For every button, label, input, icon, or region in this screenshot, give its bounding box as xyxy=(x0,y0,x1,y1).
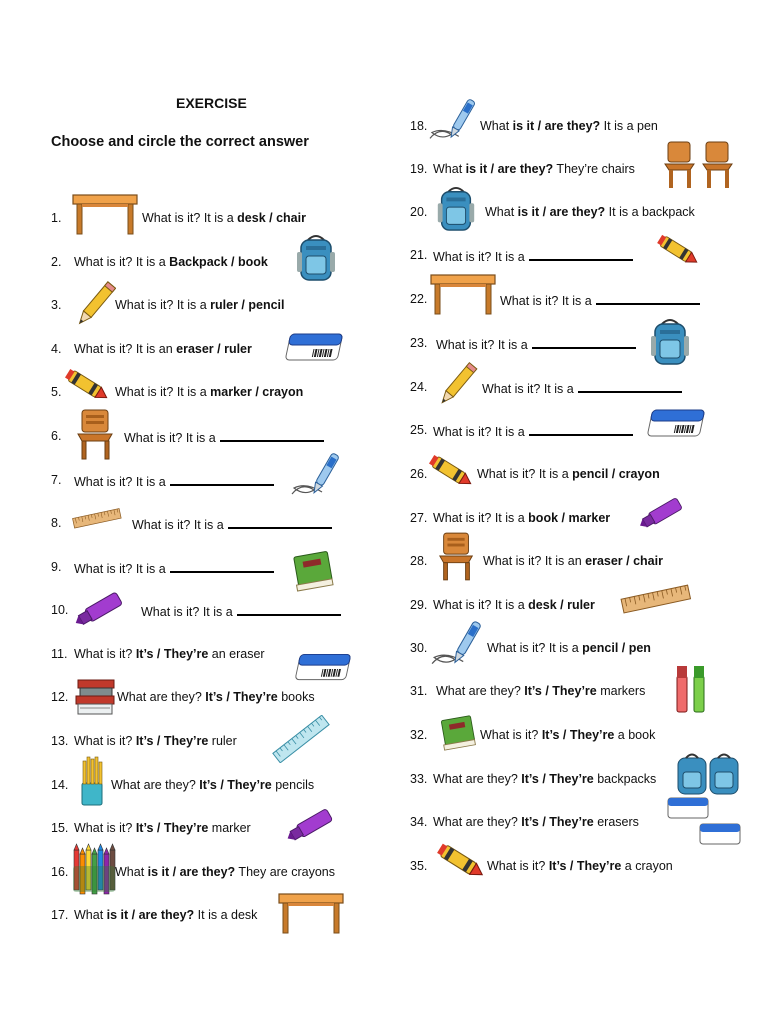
marker-icon xyxy=(284,804,338,846)
item-number: 3. xyxy=(51,298,62,312)
question-part: What is it? It is a xyxy=(124,431,216,445)
backpack-icon xyxy=(650,318,690,366)
crayon-icon xyxy=(428,452,476,492)
item-number: 10. xyxy=(51,603,69,617)
question-part: markers xyxy=(596,684,646,698)
question-part: What xyxy=(485,205,518,219)
answer-choice[interactable]: It’s / They’re xyxy=(135,647,209,661)
question-part: It is a backpack xyxy=(605,205,695,219)
question-part: books xyxy=(277,690,315,704)
answer-blank[interactable] xyxy=(596,291,700,305)
answer-choice[interactable]: marker / crayon xyxy=(210,385,304,399)
answer-choice[interactable]: desk / ruler xyxy=(528,598,595,612)
question-text xyxy=(142,210,306,226)
pencils-icon xyxy=(78,755,106,807)
question-part: marker xyxy=(208,821,251,835)
item-number: 20. xyxy=(410,205,428,219)
item-number: 16. xyxy=(51,865,69,879)
question-text xyxy=(141,602,341,620)
question-text xyxy=(433,161,635,177)
question-text xyxy=(111,777,314,793)
answer-choice[interactable]: book / marker xyxy=(528,511,611,525)
question-part: What is it? It is a xyxy=(487,641,583,655)
question-text xyxy=(74,646,265,662)
instruction: Choose and circle the correct answer xyxy=(51,134,309,150)
answer-choice[interactable]: desk / chair xyxy=(237,211,306,225)
question-part: What xyxy=(480,119,513,133)
answer-blank[interactable] xyxy=(529,247,633,261)
answer-blank[interactable] xyxy=(228,515,332,529)
question-text xyxy=(74,472,274,490)
question-text xyxy=(74,907,257,923)
eraser-icon xyxy=(292,644,354,692)
eraser-icon xyxy=(644,404,708,444)
item-number: 35. xyxy=(410,859,428,873)
question-part: What is it? It is a xyxy=(433,598,529,612)
question-text xyxy=(74,733,237,749)
item-number: 22. xyxy=(410,292,428,306)
answer-choice[interactable]: eraser / ruler xyxy=(176,342,252,356)
question-text xyxy=(483,553,663,569)
question-part: What is it? It is a xyxy=(500,294,592,308)
question-part: What xyxy=(74,908,107,922)
answer-choice[interactable]: is it / are they? xyxy=(512,119,601,133)
desk-icon xyxy=(278,890,344,936)
pen-icon xyxy=(428,98,478,146)
pencil-icon xyxy=(436,360,478,410)
answer-choice[interactable]: It’s / They’re xyxy=(541,728,615,742)
question-part: a crayon xyxy=(621,859,673,873)
question-part: What is it? It is an xyxy=(74,342,177,356)
question-text xyxy=(132,515,332,533)
question-part: erasers xyxy=(593,815,639,829)
question-part: an eraser xyxy=(208,647,265,661)
answer-choice[interactable]: It’s / They’re xyxy=(205,690,278,704)
item-number: 9. xyxy=(51,560,62,574)
answer-choice[interactable]: is it / are they? xyxy=(147,865,236,879)
question-text xyxy=(74,820,251,836)
crayons-icon xyxy=(72,842,116,896)
chair-icon xyxy=(74,408,118,460)
answer-choice[interactable]: pencil / crayon xyxy=(572,467,660,481)
ruler-icon xyxy=(66,505,128,533)
answer-choice[interactable]: It’s / They’re xyxy=(521,772,594,786)
answer-blank[interactable] xyxy=(532,335,636,349)
question-part: What is it? xyxy=(74,647,136,661)
question-text xyxy=(115,297,285,313)
item-number: 26. xyxy=(410,467,428,481)
question-text xyxy=(74,559,274,577)
item-number: 34. xyxy=(410,815,428,829)
question-text xyxy=(433,247,633,265)
question-part: What is it? It is a xyxy=(74,255,170,269)
markers-icon xyxy=(674,662,708,714)
answer-choice[interactable]: eraser / chair xyxy=(585,554,663,568)
question-part: ruler xyxy=(208,734,237,748)
item-number: 29. xyxy=(410,598,428,612)
item-number: 15. xyxy=(51,821,69,835)
item-number: 33. xyxy=(410,772,428,786)
item-number: 17. xyxy=(51,908,69,922)
question-part: What is it? It is a xyxy=(74,562,166,576)
page-title: EXERCISE xyxy=(176,95,247,111)
question-part: What is it? It is a xyxy=(74,475,166,489)
question-text xyxy=(487,858,673,874)
item-number: 30. xyxy=(410,641,428,655)
pen-icon xyxy=(290,452,342,502)
item-number: 11. xyxy=(51,647,68,661)
question-text xyxy=(115,384,303,400)
backpack-icon xyxy=(296,234,336,282)
question-text xyxy=(477,466,660,482)
question-part: What is it? It is a xyxy=(433,511,529,525)
question-part: What is it? It is a xyxy=(433,425,525,439)
question-part: What xyxy=(115,865,148,879)
question-part: What are they? xyxy=(433,815,522,829)
item-number: 21. xyxy=(410,248,428,262)
marker-icon xyxy=(72,588,128,630)
question-text xyxy=(482,379,682,397)
erasers-icon xyxy=(666,796,742,848)
ruler2-icon xyxy=(270,715,332,763)
question-part: What is it? It is a xyxy=(115,385,211,399)
answer-blank[interactable] xyxy=(578,379,682,393)
backpack-icon xyxy=(434,186,478,232)
question-part: backpacks xyxy=(593,772,657,786)
item-number: 18. xyxy=(410,119,428,133)
item-number: 23. xyxy=(410,336,428,350)
marker-icon xyxy=(632,494,692,532)
crayon-icon xyxy=(64,366,112,406)
answer-choice[interactable]: is it / are they? xyxy=(465,162,554,176)
question-part: What is it? xyxy=(74,734,136,748)
question-part: What is it? It is a xyxy=(141,605,233,619)
item-number: 2. xyxy=(51,255,62,269)
answer-choice[interactable]: pencil / pen xyxy=(582,641,651,655)
backpacks-icon xyxy=(676,752,740,796)
answer-choice[interactable]: It’s / They’re xyxy=(135,821,209,835)
question-text xyxy=(487,640,651,656)
item-number: 12. xyxy=(51,690,69,704)
question-text xyxy=(433,510,610,526)
answer-blank[interactable] xyxy=(529,422,633,436)
answer-blank[interactable] xyxy=(237,602,341,616)
answer-choice[interactable]: is it / are they? xyxy=(106,908,195,922)
question-part: pencils xyxy=(271,778,315,792)
question-part: What is it? It is a xyxy=(142,211,238,225)
question-text xyxy=(500,291,700,309)
question-text xyxy=(485,204,695,220)
item-number: 13. xyxy=(51,734,69,748)
question-text xyxy=(117,689,315,705)
question-text xyxy=(74,254,268,270)
answer-choice[interactable]: It’s / They’re xyxy=(135,734,209,748)
item-number: 19. xyxy=(410,162,428,176)
crayon-icon xyxy=(656,232,702,270)
question-part: What is it? xyxy=(480,728,542,742)
item-number: 31. xyxy=(410,684,428,698)
question-text xyxy=(433,597,595,613)
question-part: It is a desk xyxy=(194,908,258,922)
answer-blank[interactable] xyxy=(220,428,324,442)
question-part: What xyxy=(433,162,466,176)
answer-blank[interactable] xyxy=(170,472,274,486)
answer-choice[interactable]: It’s / They’re xyxy=(524,684,597,698)
question-part: What is it? It is a xyxy=(132,518,224,532)
item-number: 32. xyxy=(410,728,428,742)
answer-blank[interactable] xyxy=(170,559,274,573)
question-text xyxy=(480,727,655,743)
question-part: What is it? It is a xyxy=(482,382,574,396)
question-text xyxy=(124,428,324,446)
question-text xyxy=(480,118,658,134)
question-part: What is it? xyxy=(74,821,136,835)
question-part: a book xyxy=(614,728,656,742)
desk-icon xyxy=(72,192,138,236)
item-number: 24. xyxy=(410,380,428,394)
answer-choice[interactable]: is it / are they? xyxy=(517,205,606,219)
question-part: It is a pen xyxy=(600,119,658,133)
item-number: 14. xyxy=(51,778,69,792)
question-text xyxy=(436,683,645,699)
book-icon xyxy=(290,546,336,592)
question-part: They are crayons xyxy=(235,865,336,879)
chairs-icon xyxy=(664,140,736,190)
question-text xyxy=(74,341,252,357)
crayon-icon xyxy=(436,840,488,884)
question-text xyxy=(433,422,633,440)
question-part: What are they? xyxy=(436,684,525,698)
question-part: What is it? It is a xyxy=(115,298,211,312)
books-icon xyxy=(74,678,118,718)
question-text xyxy=(433,771,656,787)
book-icon xyxy=(438,708,478,754)
question-text xyxy=(436,335,636,353)
pen-icon xyxy=(430,620,484,672)
ruler-icon xyxy=(620,580,692,620)
question-part: What are they? xyxy=(117,690,206,704)
question-part: What is it? It is a xyxy=(477,467,573,481)
question-part: They’re chairs xyxy=(553,162,635,176)
answer-choice[interactable]: Backpack / book xyxy=(169,255,268,269)
question-text xyxy=(433,814,639,830)
answer-choice[interactable]: ruler / pencil xyxy=(210,298,285,312)
item-number: 6. xyxy=(51,429,62,443)
answer-choice[interactable]: It’s / They’re xyxy=(548,859,622,873)
pencil-icon xyxy=(74,279,116,331)
question-part: What are they? xyxy=(111,778,200,792)
item-number: 28. xyxy=(410,554,428,568)
item-number: 1. xyxy=(51,211,62,225)
question-part: What is it? It is a xyxy=(436,338,528,352)
question-part: What are they? xyxy=(433,772,522,786)
item-number: 25. xyxy=(410,423,428,437)
desk-icon xyxy=(428,272,498,316)
item-number: 27. xyxy=(410,511,428,525)
question-part: What is it? It is a xyxy=(433,250,525,264)
item-number: 8. xyxy=(51,516,62,530)
question-part: What is it? It is an xyxy=(483,554,586,568)
answer-choice[interactable]: It’s / They’re xyxy=(199,778,272,792)
question-part: What is it? xyxy=(487,859,549,873)
item-number: 5. xyxy=(51,385,62,399)
chair-icon xyxy=(436,530,478,582)
question-text xyxy=(115,864,335,880)
eraser-icon xyxy=(282,328,346,368)
item-number: 7. xyxy=(51,473,62,487)
item-number: 4. xyxy=(51,342,62,356)
answer-choice[interactable]: It’s / They’re xyxy=(521,815,594,829)
